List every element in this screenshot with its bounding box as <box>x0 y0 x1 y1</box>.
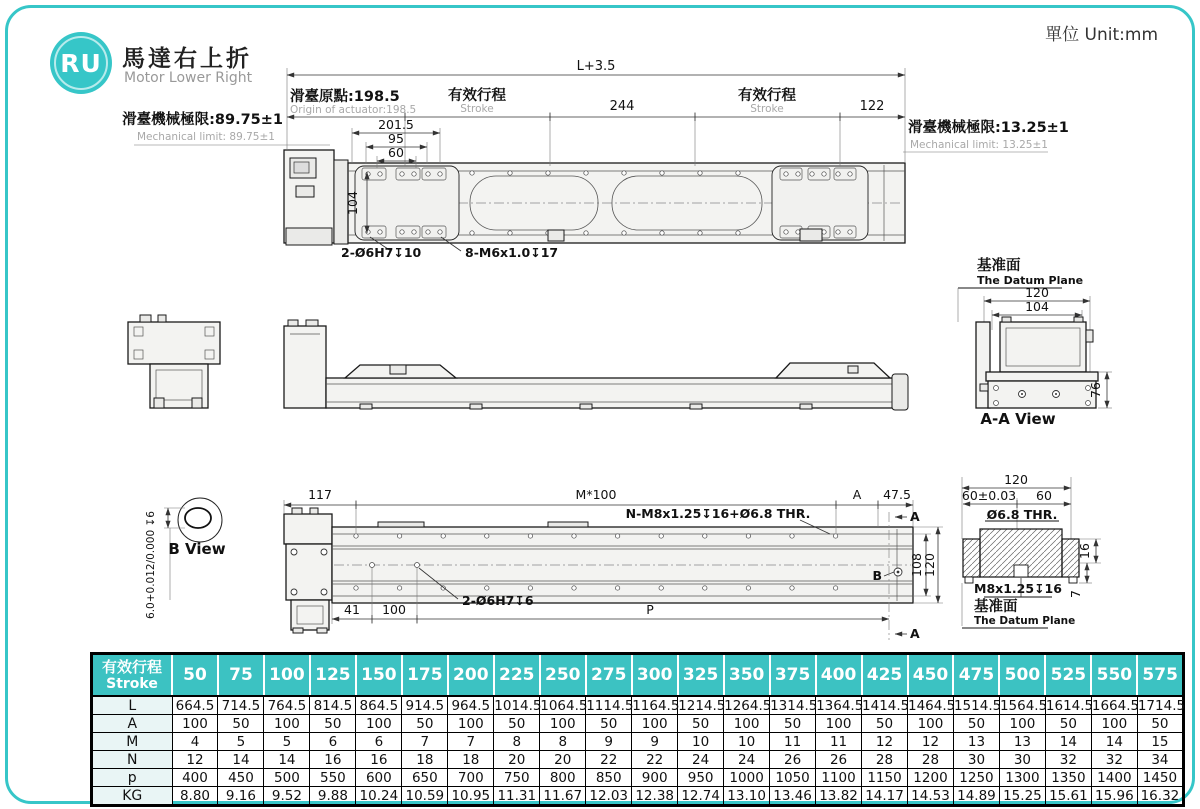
stroke-col-header: 75 <box>218 654 264 697</box>
stroke-col-header: 575 <box>1137 654 1183 697</box>
stroke-col-header: 325 <box>678 654 724 697</box>
aa-dim-76: 76 <box>1088 382 1103 398</box>
mount-hole <box>397 534 401 538</box>
table-cell: 1714.5 <box>1137 697 1186 714</box>
table-cell: 50 <box>953 715 999 733</box>
row-label: KG <box>92 787 173 806</box>
mount-hole <box>796 172 800 176</box>
row-label: M <box>92 733 173 751</box>
mount-hole <box>848 172 852 176</box>
mount-hole <box>441 534 445 538</box>
stroke-col-header: 500 <box>999 654 1045 697</box>
row-label: p <box>92 769 173 787</box>
table-cell: 10.59 <box>402 787 448 806</box>
table-cell: 20 <box>540 751 586 769</box>
mount-hole <box>822 172 826 176</box>
dim-overall-length: L+3.5 <box>576 59 616 74</box>
aa-dim-104: 104 <box>1025 299 1049 314</box>
table-cell: 5 <box>218 733 264 751</box>
table-cell: 1064.5 <box>540 697 588 714</box>
stroke-col-header: 50 <box>172 654 218 697</box>
dim-m100: M*100 <box>575 487 617 502</box>
b-view <box>145 498 226 619</box>
table-cell: 13 <box>999 733 1045 751</box>
table-cell: 50 <box>494 715 540 733</box>
dim-104: 104 <box>345 191 360 215</box>
table-cell: 1100 <box>816 769 862 787</box>
table-cell: 12 <box>172 751 218 769</box>
table-cell: 50 <box>1045 715 1091 733</box>
table-cell: 9.88 <box>310 787 356 806</box>
table-cell: 20 <box>494 751 540 769</box>
mount-hole <box>615 534 619 538</box>
table-cell: 964.5 <box>448 696 494 715</box>
sec-datum-zh: 基准面 <box>974 599 1018 615</box>
table-cell: 14.17 <box>862 787 908 806</box>
stroke-col-header: 375 <box>770 654 816 697</box>
top-view <box>122 59 1069 260</box>
table-cell: 11.31 <box>494 787 540 806</box>
origin-label-zh: 滑臺原點:198.5 <box>290 89 400 105</box>
mount-hole <box>397 586 401 590</box>
mount-hole <box>698 171 702 175</box>
table-cell: 1564.5 <box>999 697 1048 714</box>
table-cell: 12.03 <box>586 787 632 806</box>
mount-hole <box>615 586 619 590</box>
section-a-bottom: A <box>910 626 920 641</box>
mount-hole <box>528 534 532 538</box>
stroke-label-zh: 有效行程 <box>448 88 506 104</box>
stroke-label-en: Stroke <box>460 103 494 115</box>
mount-hole <box>659 586 663 590</box>
mount-hole <box>485 534 489 538</box>
stroke-label-en-2: Stroke <box>750 103 784 115</box>
mount-hole <box>546 171 550 175</box>
mount-hole <box>833 586 837 590</box>
dim-201-5: 201.5 <box>378 117 414 132</box>
table-cell: 914.5 <box>402 696 448 715</box>
dim-100: 100 <box>382 602 406 617</box>
mount-hole <box>572 586 576 590</box>
table-cell: 1664.5 <box>1091 697 1140 714</box>
mount-hole <box>703 586 707 590</box>
table-cell: 1164.5 <box>632 697 680 714</box>
table-cell: 14 <box>1045 733 1091 751</box>
table-cell: 50 <box>402 715 448 733</box>
table-cell: 14.89 <box>953 787 999 806</box>
b-view-tolerance: 6.0+0.012/0.000 ↧6 <box>145 511 157 619</box>
table-cell: 34 <box>1137 751 1183 769</box>
table-cell: 1014.5 <box>494 697 542 714</box>
table-cell: 100 <box>356 715 402 733</box>
stroke-col-header: 475 <box>953 654 999 697</box>
sec-dim-7: 7 <box>1068 590 1083 598</box>
table-cell: 1464.5 <box>908 697 956 714</box>
stroke-col-header: 425 <box>862 654 908 697</box>
table-cell: 14 <box>1091 733 1137 751</box>
table-cell: 10.95 <box>448 787 494 806</box>
table-cell: 8.80 <box>172 787 218 806</box>
table-cell: 664.5 <box>172 696 218 715</box>
mount-hole <box>400 230 404 234</box>
limit-left-en: Mechanical limit: 89.75±1 <box>137 131 275 143</box>
sec-dim-60tol: 60±0.03 <box>961 488 1017 503</box>
table-cell: 900 <box>632 769 678 787</box>
table-cell: 100 <box>264 715 310 733</box>
table-cell: 16 <box>310 751 356 769</box>
mount-hole <box>508 171 512 175</box>
table-cell: 14 <box>218 751 264 769</box>
row-label: L <box>92 696 173 715</box>
table-cell: 13.46 <box>770 787 816 806</box>
sec-dim-120: 120 <box>1004 472 1028 487</box>
table-cell: 15 <box>1137 733 1183 751</box>
mount-hole <box>836 172 840 176</box>
table-cell: 9 <box>586 733 632 751</box>
sec-thread-note: M8x1.25↧16 <box>974 581 1062 596</box>
table-row <box>92 787 1184 806</box>
mount-hole <box>470 171 474 175</box>
mount-hole <box>485 586 489 590</box>
table-cell: 11.67 <box>540 787 586 806</box>
table-cell: 714.5 <box>218 696 264 715</box>
mount-hole <box>354 586 358 590</box>
table-cell: 100 <box>540 715 586 733</box>
table-cell: 5 <box>264 733 310 751</box>
mount-hole <box>584 171 588 175</box>
mount-hole <box>810 172 814 176</box>
table-cell: 800 <box>540 769 586 787</box>
table-cell: 22 <box>586 751 632 769</box>
table-cell: 50 <box>862 715 908 733</box>
table-cell: 1214.5 <box>678 697 726 714</box>
origin-label-en: Origin of actuator:198.5 <box>290 104 417 116</box>
stroke-col-header: 225 <box>494 654 540 697</box>
sec-datum-en: The Datum Plane <box>974 615 1076 627</box>
table-cell: 12.38 <box>632 787 678 806</box>
stroke-col-header: 275 <box>586 654 632 697</box>
table-cell: 1000 <box>724 769 770 787</box>
limit-right-en: Mechanical limit: 13.25±1 <box>910 139 1048 151</box>
b-marker-label: B <box>872 568 882 583</box>
table-cell: 7 <box>448 733 494 751</box>
section-a-top: A <box>910 509 920 524</box>
mount-hole <box>622 231 626 235</box>
table-cell: 11 <box>816 733 862 751</box>
table-cell: 14.53 <box>908 787 954 806</box>
mount-hole <box>833 534 837 538</box>
table-row <box>92 715 1184 733</box>
mount-hole <box>426 172 430 176</box>
table-cell: 400 <box>172 769 218 787</box>
mount-hole <box>848 230 852 234</box>
table-cell: 28 <box>862 751 908 769</box>
table-cell: 24 <box>678 751 724 769</box>
table-cell: 28 <box>908 751 954 769</box>
table-cell: 1264.5 <box>724 697 772 714</box>
table-cell: 22 <box>632 751 678 769</box>
page-subtitle: Motor Lower Right <box>124 70 253 86</box>
table-cell: 1200 <box>908 769 954 787</box>
dim-41: 41 <box>344 602 360 617</box>
table-cell: 700 <box>448 769 494 787</box>
dim-47-5: 47.5 <box>883 487 911 502</box>
mount-hole <box>784 172 788 176</box>
dim-108: 108 <box>909 553 924 577</box>
dim-117: 117 <box>308 487 332 502</box>
b-view-label: B View <box>168 540 226 558</box>
table-cell: 450 <box>218 769 264 787</box>
dim-120-side: 120 <box>922 553 937 577</box>
stroke-table-body <box>92 696 1184 806</box>
table-cell: 100 <box>816 715 862 733</box>
stroke-col-header: 300 <box>632 654 678 697</box>
page-title: 馬達右上折 <box>122 46 252 72</box>
table-cell: 16.32 <box>1137 787 1183 806</box>
table-cell: 750 <box>494 769 540 787</box>
table-cell: 6 <box>310 733 356 751</box>
mount-hole <box>790 586 794 590</box>
dim-a: A <box>852 487 862 502</box>
stroke-col-header: 100 <box>264 654 310 697</box>
table-cell: 50 <box>678 715 724 733</box>
table-cell: 4 <box>172 733 218 751</box>
table-cell: 1364.5 <box>816 697 864 714</box>
table-cell: 100 <box>1091 715 1137 733</box>
dim-60: 60 <box>388 145 404 160</box>
aa-dim-120: 120 <box>1025 285 1049 300</box>
mount-hole <box>366 172 370 176</box>
table-cell: 1414.5 <box>862 697 910 714</box>
dowel-note: 2-Ø6H7↧6 <box>462 593 534 608</box>
table-cell: 32 <box>1091 751 1137 769</box>
table-cell: 14 <box>264 751 310 769</box>
table-cell: 600 <box>356 769 402 787</box>
row-label: N <box>92 751 173 769</box>
table-cell: 1514.5 <box>953 697 1002 714</box>
thr-note: Ø6.8 THR. <box>986 507 1058 522</box>
side-view <box>128 315 908 410</box>
table-cell: 8 <box>540 733 586 751</box>
counterbore-note: 2-Ø6H7↧10 <box>341 245 422 260</box>
thread-note: 8-M6x1.0↧17 <box>465 245 559 260</box>
mount-hole <box>572 534 576 538</box>
limit-left-zh: 滑臺機械極限:89.75±1 <box>122 112 283 128</box>
table-row <box>92 751 1184 769</box>
mount-hole <box>438 230 442 234</box>
table-cell: 18 <box>448 751 494 769</box>
mount-hole <box>736 231 740 235</box>
table-cell: 16 <box>356 751 402 769</box>
table-cell: 100 <box>448 715 494 733</box>
mount-hole <box>584 231 588 235</box>
nm8-hole-note: N-M8x1.25↧16+Ø6.8 THR. <box>625 506 811 521</box>
table-cell: 15.61 <box>1045 787 1091 806</box>
mount-hole <box>470 231 474 235</box>
stroke-col-header: 350 <box>724 654 770 697</box>
table-cell: 12 <box>908 733 954 751</box>
mount-hole <box>703 534 707 538</box>
table-cell: 15.25 <box>999 787 1045 806</box>
stroke-table <box>90 652 1185 807</box>
mount-hole <box>736 171 740 175</box>
table-cell: 6 <box>356 733 402 751</box>
table-cell: 550 <box>310 769 356 787</box>
table-cell: 12.74 <box>678 787 724 806</box>
stroke-col-header: 525 <box>1045 654 1091 697</box>
dim-95: 95 <box>388 131 404 146</box>
table-cell: 1350 <box>1045 769 1091 787</box>
table-cell: 7 <box>402 733 448 751</box>
mount-hole <box>698 231 702 235</box>
table-cell: 30 <box>999 751 1045 769</box>
table-cell: 18 <box>402 751 448 769</box>
table-cell: 32 <box>1045 751 1091 769</box>
table-cell: 9 <box>632 733 678 751</box>
table-cell: 814.5 <box>310 696 356 715</box>
table-row <box>92 769 1184 787</box>
table-cell: 8 <box>494 733 540 751</box>
table-cell: 15.96 <box>1091 787 1137 806</box>
table-cell: 500 <box>264 769 310 787</box>
mount-hole <box>412 230 416 234</box>
bottom-view <box>284 487 943 641</box>
dim-122: 122 <box>859 99 885 114</box>
table-cell: 9.52 <box>264 787 310 806</box>
table-cell: 100 <box>172 715 218 733</box>
section-view <box>962 472 1101 628</box>
table-cell: 13.82 <box>816 787 862 806</box>
table-cell: 1450 <box>1137 769 1183 787</box>
stroke-table-wrap <box>90 652 1185 807</box>
mount-hole <box>438 172 442 176</box>
row-label: A <box>92 715 173 733</box>
table-cell: 764.5 <box>264 696 310 715</box>
table-cell: 100 <box>999 715 1045 733</box>
table-cell: 30 <box>953 751 999 769</box>
mount-hole <box>412 172 416 176</box>
table-cell: 13 <box>953 733 999 751</box>
table-cell: 11 <box>770 733 816 751</box>
stroke-table-head <box>92 654 1184 697</box>
table-cell: 1250 <box>953 769 999 787</box>
aa-view-label: A-A View <box>980 410 1056 428</box>
table-cell: 24 <box>724 751 770 769</box>
table-row <box>92 733 1184 751</box>
mount-hole <box>746 586 750 590</box>
table-cell: 650 <box>402 769 448 787</box>
table-cell: 850 <box>586 769 632 787</box>
stroke-col-header: 450 <box>908 654 954 697</box>
mount-hole <box>528 586 532 590</box>
table-cell: 1300 <box>999 769 1045 787</box>
mount-hole <box>660 171 664 175</box>
table-cell: 50 <box>586 715 632 733</box>
stroke-header-cell: 有效行程 Stroke <box>92 654 173 697</box>
table-cell: 100 <box>632 715 678 733</box>
table-cell: 100 <box>908 715 954 733</box>
dim-244: 244 <box>609 99 635 114</box>
table-cell: 9.16 <box>218 787 264 806</box>
table-cell: 26 <box>770 751 816 769</box>
mount-hole <box>790 534 794 538</box>
mount-hole <box>836 230 840 234</box>
mount-hole <box>746 534 750 538</box>
sec-dim-60: 60 <box>1036 488 1052 503</box>
mount-hole <box>660 231 664 235</box>
table-cell: 50 <box>1137 715 1183 733</box>
table-cell: 13.10 <box>724 787 770 806</box>
table-cell: 864.5 <box>356 696 402 715</box>
table-cell: 1400 <box>1091 769 1137 787</box>
stroke-col-header: 200 <box>448 654 494 697</box>
table-cell: 10 <box>724 733 770 751</box>
table-row <box>92 696 1184 715</box>
table-cell: 950 <box>678 769 724 787</box>
table-cell: 1114.5 <box>586 697 634 714</box>
mount-hole <box>354 534 358 538</box>
mount-hole <box>378 172 382 176</box>
stroke-col-header: 175 <box>402 654 448 697</box>
mount-hole <box>784 230 788 234</box>
stroke-label-zh-2: 有效行程 <box>738 88 796 104</box>
table-cell: 1150 <box>862 769 908 787</box>
table-cell: 10.24 <box>356 787 402 806</box>
unit-label: 單位 Unit:mm <box>1045 25 1158 45</box>
table-cell: 50 <box>310 715 356 733</box>
mount-hole <box>378 230 382 234</box>
table-cell: 26 <box>816 751 862 769</box>
limit-right-zh: 滑臺機械極限:13.25±1 <box>908 120 1069 136</box>
stroke-col-header: 125 <box>310 654 356 697</box>
table-cell: 50 <box>218 715 264 733</box>
aa-datum-zh: 基准面 <box>977 258 1021 274</box>
aa-view <box>958 256 1112 428</box>
stroke-col-header: 400 <box>816 654 862 697</box>
mount-hole <box>622 171 626 175</box>
stroke-col-header: 550 <box>1091 654 1137 697</box>
mount-hole <box>400 172 404 176</box>
mount-hole <box>366 230 370 234</box>
stroke-col-header: 250 <box>540 654 586 697</box>
badge-label: RU <box>60 48 102 78</box>
aa-datum-en: The Datum Plane <box>977 274 1084 287</box>
table-cell: 50 <box>770 715 816 733</box>
mount-hole <box>426 230 430 234</box>
mount-hole <box>659 534 663 538</box>
dim-p: P <box>646 602 654 617</box>
table-cell: 1614.5 <box>1045 697 1094 714</box>
table-cell: 10 <box>678 733 724 751</box>
table-cell: 1314.5 <box>770 697 818 714</box>
table-cell: 100 <box>724 715 770 733</box>
table-cell: 12 <box>862 733 908 751</box>
sec-dim-16: 16 <box>1077 543 1092 559</box>
mount-hole <box>508 231 512 235</box>
table-cell: 1050 <box>770 769 816 787</box>
stroke-col-header: 150 <box>356 654 402 697</box>
